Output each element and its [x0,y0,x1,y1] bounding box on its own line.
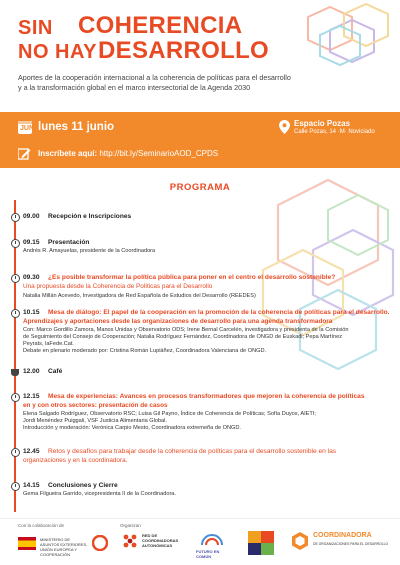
item-line: Debate en plenario moderado por: Cristina Román Lupiáñez, Coordinadora Valenciana de ONGD. [23,348,267,354]
item-line: Peyrats, laFede.Cat. [23,341,74,347]
item-title-2: en y con otros sectores: presentación de casos [23,402,168,409]
item-time: 12.45 [23,448,40,455]
clock-icon [11,213,20,222]
item-title: Retos y desafíos para trabajar desde la coherencia de políticas para el desarrollo sostenible en las [48,448,337,455]
coordinadora-logo-subtext: DE ORGANIZACIONES PARA EL DESARROLLO [313,542,389,546]
clock-icon [11,448,20,457]
item-title: ¿Es posible transformar la política pública para poner en el centro el desarrollo sostenible? [48,274,336,281]
item-title: Conclusiones y Cierre [48,482,118,489]
item-title: Mesa de experiencias: Avances en procesos transformadores que mejoren la coherencia de políticas [48,393,365,400]
clock-icon [11,274,20,283]
location-pin-icon [279,120,290,134]
calendar-icon: JUN [18,121,32,134]
event-date: lunes 11 junio [38,121,115,133]
footer [0,518,400,565]
collab-label: Con la colaboración de [18,523,65,528]
clock-icon [11,482,20,491]
futuro-en-comun-logo-icon [200,529,224,547]
item-title: Mesa de diálogo: El papel de la cooperación en la promoción de la coherencia de políticas para el desarrollo. [48,309,390,316]
spain-flag-logo [18,537,36,550]
coordinadora-logo-icon [290,531,310,551]
clock-icon [11,309,20,318]
decorative-hexagons [300,2,392,72]
item-line: Introducción y moderación: Verónica Carpio Mesto, Coordinadora extremeña de ONGD. [23,425,241,431]
item-line: Jordi Menéndez Puiggali, VSF Justicia Alimentaria Global. [23,418,167,424]
coffee-cup-icon [11,369,19,376]
item-subtitle: Una propuesta desde la Coherencia de Políticas para el Desarrollo [23,283,213,290]
event-place: Espacio Pozas [294,119,351,128]
ministry-logo-text: MINISTERIO DE ASUNTOS EXTERIORES, UNIÓN EUROPEA Y COOPERACIÓN [40,537,88,557]
event-info-band [0,112,400,168]
item-time: 10.15 [23,309,40,316]
partner-logo-icon [248,531,274,555]
item-line: Con: Marco Gordillo Zamora, Manos Unidas y Observatorio ODS; Irene Bernal Carcelén, investigadora y presidenta de la Comisión [23,327,349,333]
register-link[interactable]: http://bit.ly/SeminarioAOD_CPDS [99,149,219,158]
title-nohay: NO HAY [18,41,97,63]
subtitle-line-1: Aportes de la cooperación internacional a la coherencia de políticas para el desarrollo [18,73,291,82]
item-time: 09.30 [23,274,40,281]
red-network-logo-icon [120,531,140,551]
cooperacion-logo [92,535,108,551]
title-coherencia: COHERENCIA [78,12,243,39]
event-title [18,8,278,64]
clock-icon [11,393,20,402]
item-title: Café [48,368,63,375]
clock-icon [11,239,20,248]
organizers-label: Organizan [120,523,141,528]
event-address: Calle Pozas, 14 ·M· Noviciado [294,129,375,135]
subtitle-line-2: y a la transformación global en el marco intersectorial de la Agenda 2030 [18,82,251,92]
item-time: 09.15 [23,239,40,246]
item-title: Presentación [48,239,90,246]
item-time: 14.15 [23,482,40,489]
coordinadora-logo-text: COORDINADORA [313,532,372,539]
edit-icon [18,148,31,160]
red-logo-text: RED DE COORDINADORAS AUTONÓMICAS [142,533,179,548]
futuro-logo-text: FUTURO EN COMÚN [196,549,220,559]
item-line: Andrés R. Amayuelas, presidente de la Coordinadora [23,248,156,254]
title-desarrollo: DESARROLLO [98,37,269,64]
item-time: 12.15 [23,393,40,400]
subtitle [18,73,318,92]
item-line: Natalia Millán Acevedo, Investigadora de Red Española de Estudios del Desarrollo (REEDES) [23,293,256,299]
register-label: Inscríbete aquí: [38,149,98,158]
item-line: de Seguimiento del Consejo de Cooperación; Natalia Rodríguez Fernández, Coordinadora de ONGD de Euskadi; Pepa Martínez [23,334,343,340]
item-line: Elena Salgado Rodríguez, Observatorio RSC; Luisa Gil Payno, Índice de Coherencia de Políticas; Sofía Duyos, AIETI; [23,411,316,417]
program-title: PROGRAMA [169,182,231,193]
item-title-2: Aprendizajes y aportaciones desde las organizaciones de desarrollo para una agenda transformadora [23,318,333,325]
item-time: 12.00 [23,368,40,375]
item-line: Gema Filgueira Garrido, vicepresidenta II de la Coordinadora. [23,491,176,497]
item-title: Recepción e Inscripciones [48,213,132,220]
header [0,0,400,110]
title-sin: SIN [18,17,53,39]
registration [38,149,218,158]
item-title-2: organizaciones y en la coordinadora. [23,457,128,464]
item-time: 09.00 [23,213,40,220]
